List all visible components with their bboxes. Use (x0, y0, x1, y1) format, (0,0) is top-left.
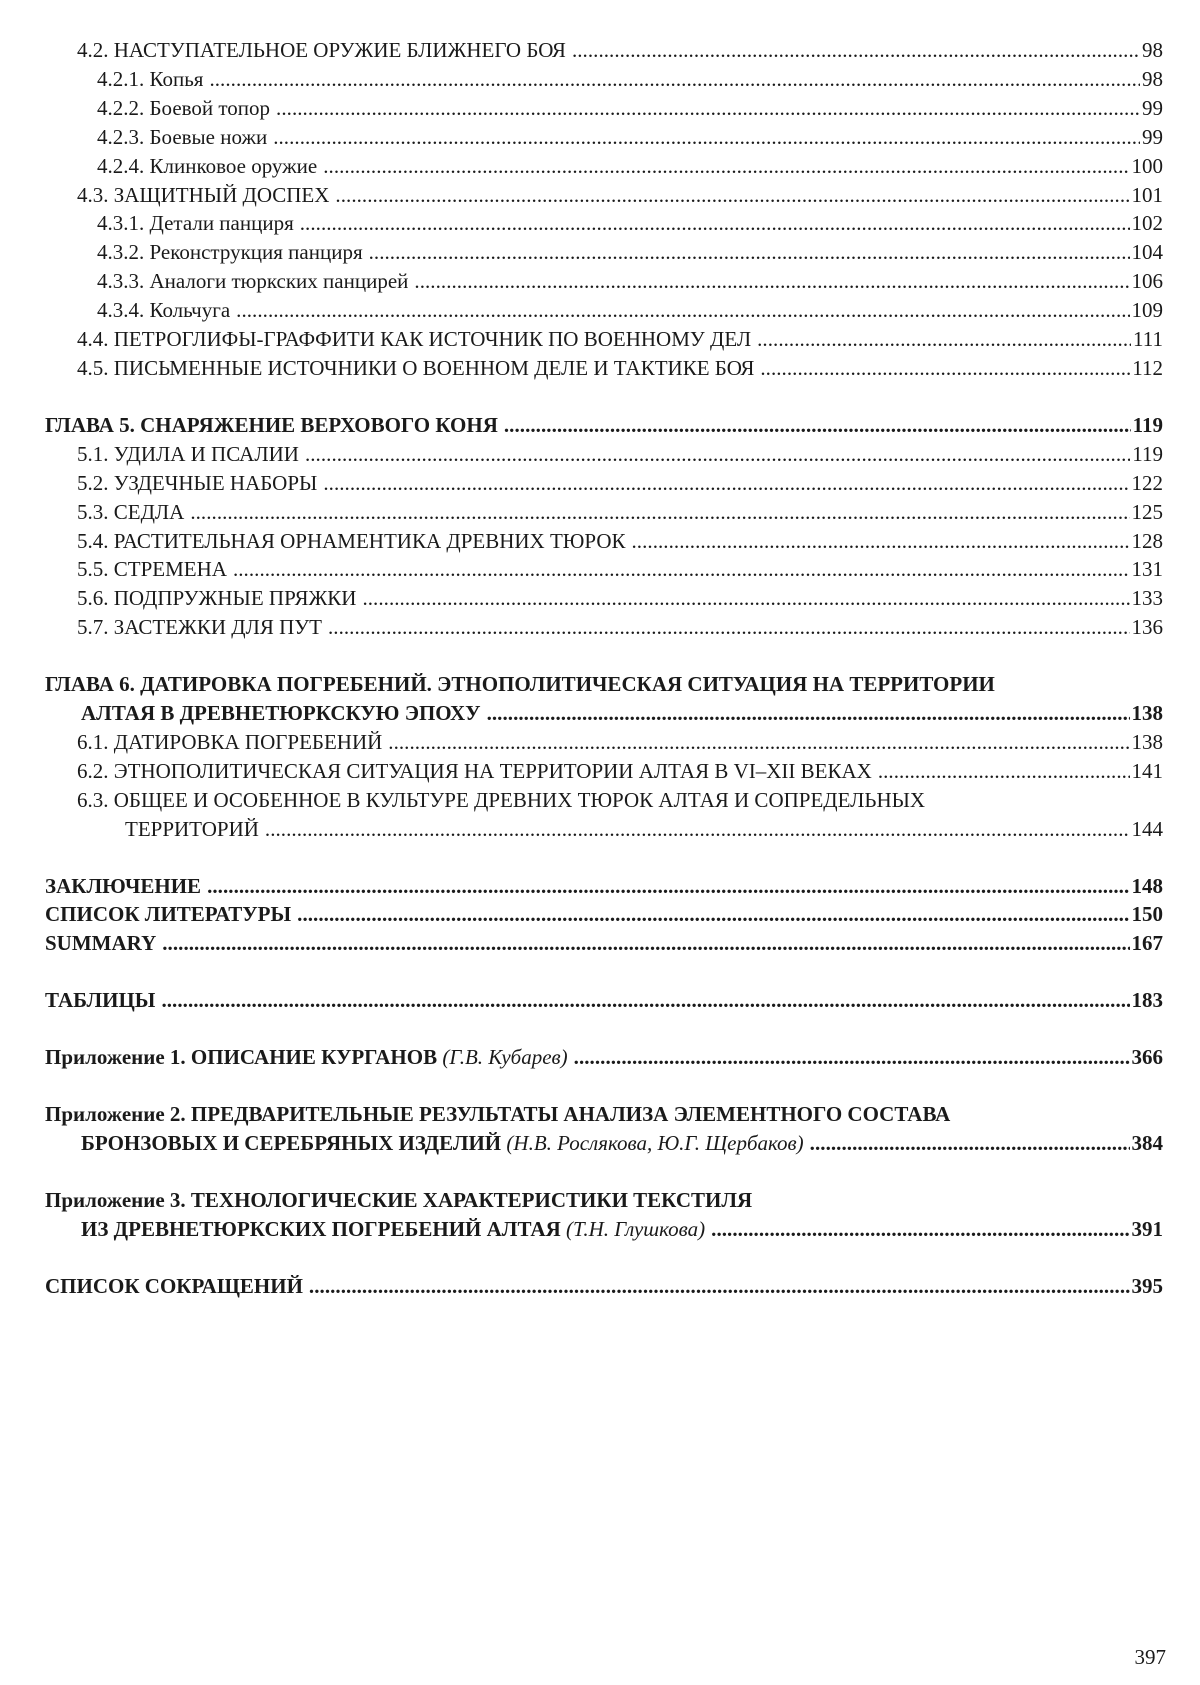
toc-entry-4-2-1[interactable] (45, 65, 1163, 94)
toc-appendix-2-line1[interactable] (45, 1100, 1163, 1129)
toc-entry-5-6[interactable] (45, 584, 1163, 613)
toc-entry-title: 4.2.3. Боевые ножи (97, 124, 268, 149)
toc-entry-bibliography[interactable] (45, 900, 1163, 929)
dot-leader (236, 296, 1129, 325)
toc-entry-4-3-3[interactable] (45, 267, 1163, 296)
dot-leader (265, 815, 1130, 844)
toc-entry-conclusion[interactable] (45, 872, 1163, 901)
toc-page-number: 131 (1131, 557, 1163, 582)
appendix-title: ПРЕДВАРИТЕЛЬНЫЕ РЕЗУЛЬТАТЫ АНАЛИЗА ЭЛЕМЕНТНОГО СОСТАВА (190, 1102, 951, 1127)
toc-chapter-title: SUMMARY (45, 931, 157, 956)
toc-entry-5-4[interactable] (45, 527, 1163, 556)
toc-entry-6-3[interactable] (45, 815, 1163, 844)
dot-leader (162, 929, 1129, 958)
toc-entry-title: 4.2. НАСТУПАТЕЛЬНОЕ ОРУЖИЕ БЛИЖНЕГО БОЯ (77, 38, 566, 62)
dot-leader (190, 498, 1129, 527)
toc-page-number: 138 (1131, 729, 1163, 754)
toc-page-number: 136 (1131, 615, 1163, 640)
toc-entry-title: 4.4. ПЕТРОГЛИФЫ-ГРАФФИТИ КАК ИСТОЧНИК ПО ВОЕННОМУ ДЕЛ (77, 327, 752, 352)
dot-leader (305, 440, 1130, 469)
dot-leader (209, 65, 1140, 94)
toc-page-number: 106 (1131, 269, 1163, 294)
section-spacer (45, 1015, 1163, 1043)
toc-entry-title: 5.3. СЕДЛА (77, 499, 185, 524)
toc-appendix-title (45, 1043, 568, 1072)
appendix-title-cont: ИЗ ДРЕВНЕТЮРКСКИХ ПОГРЕБЕНИЙ АЛТАЯ (81, 1216, 561, 1241)
toc-entry-title: 5.1. УДИЛА И ПСАЛИИ (77, 441, 299, 466)
toc-entry-title: 5.4. РАСТИТЕЛЬНАЯ ОРНАМЕНТИКА ДРЕВНИХ ТЮРОК (77, 528, 626, 553)
toc-entry-title: 4.2.1. Копья (97, 66, 204, 91)
toc-entry-title: 4.2.2. Боевой топор (97, 95, 271, 120)
toc-entry-title: 4.3.3. Аналоги тюркских панцирей (97, 269, 409, 294)
toc-page-number: 391 (1131, 1216, 1163, 1241)
toc-page-number: 366 (1131, 1045, 1163, 1070)
dot-leader (572, 36, 1140, 65)
toc-page-number: 167 (1131, 931, 1163, 956)
appendix-author: (Н.В. Рослякова, Ю.Г. Щербаков) (506, 1131, 804, 1155)
appendix-title: ОПИСАНИЕ КУРГАНОВ (190, 1045, 438, 1070)
toc-page-number: 98 (1142, 38, 1163, 62)
dot-leader (323, 152, 1129, 181)
dot-leader (574, 1043, 1130, 1072)
dot-leader (276, 94, 1140, 123)
toc-chapter-title: ЗАКЛЮЧЕНИЕ (45, 873, 202, 898)
toc-entry-4-5[interactable] (45, 354, 1163, 383)
dot-leader (161, 986, 1129, 1015)
toc-entry-4-3-2[interactable] (45, 238, 1163, 267)
section-spacer (45, 844, 1163, 872)
dot-leader (632, 527, 1130, 556)
toc-entry-6-1[interactable] (45, 728, 1163, 757)
dot-leader (504, 411, 1131, 440)
toc-entry-4-2[interactable] (45, 36, 1163, 65)
dot-leader (369, 238, 1130, 267)
toc-entry-appendix-2[interactable] (45, 1129, 1163, 1158)
toc-page-number: 148 (1131, 873, 1163, 898)
appendix-prefix: Приложение 3. (45, 1187, 191, 1212)
toc-entry-title: 5.7. ЗАСТЕЖКИ ДЛЯ ПУТ (77, 615, 322, 640)
toc-entry-title: 4.3.1. Детали панциря (97, 211, 294, 236)
dot-leader (207, 872, 1129, 901)
toc-entry-title: 4.5. ПИСЬМЕННЫЕ ИСТОЧНИКИ О ВОЕННОМ ДЕЛЕ И ТАКТИКЕ БОЯ (77, 355, 755, 380)
appendix-prefix: Приложение 1. (45, 1045, 191, 1070)
toc-entry-5-7[interactable] (45, 613, 1163, 642)
page-number: 397 (1134, 1645, 1166, 1669)
toc-page-number: 119 (1132, 412, 1163, 437)
toc-entry-abbreviations[interactable] (45, 1272, 1163, 1301)
table-of-contents (45, 36, 1163, 1301)
toc-entry-4-2-4[interactable] (45, 152, 1163, 181)
dot-leader (810, 1129, 1130, 1158)
toc-entry-appendix-1[interactable] (45, 1043, 1163, 1072)
dot-leader (414, 267, 1129, 296)
toc-page-number: 138 (1131, 701, 1163, 726)
toc-page-number: 104 (1131, 240, 1163, 265)
toc-entry-4-2-2[interactable] (45, 94, 1163, 123)
dot-leader (711, 1215, 1129, 1244)
dot-leader (297, 900, 1129, 929)
toc-appendix-title (81, 1215, 705, 1244)
toc-entry-summary[interactable] (45, 929, 1163, 958)
toc-entry-6-2[interactable] (45, 757, 1163, 786)
toc-entry-4-2-3[interactable] (45, 123, 1163, 152)
toc-page-number: 112 (1132, 355, 1163, 380)
toc-chapter-6-title-line1[interactable]: ГЛАВА 6. ДАТИРОВКА ПОГРЕБЕНИЙ. ЭТНОПОЛИТИЧЕСКАЯ СИТУАЦИЯ НА ТЕРРИТОРИИ (45, 672, 995, 697)
toc-page-number: 122 (1131, 470, 1163, 495)
section-spacer (45, 1158, 1163, 1186)
toc-entry-title: 5.5. СТРЕМЕНА (77, 557, 227, 582)
toc-entry-title: 5.2. УЗДЕЧНЫЕ НАБОРЫ (77, 470, 318, 495)
dot-leader (300, 209, 1130, 238)
toc-entry-5-1[interactable] (45, 440, 1163, 469)
toc-entry-chapter-5[interactable] (45, 411, 1163, 440)
dot-leader (335, 181, 1129, 210)
toc-page-number: 141 (1131, 758, 1163, 783)
toc-page-number: 384 (1131, 1131, 1163, 1155)
toc-page-number: 125 (1131, 499, 1163, 524)
toc-entry-title: 6.1. ДАТИРОВКА ПОГРЕБЕНИЙ (77, 729, 383, 754)
toc-chapter-title: АЛТАЯ В ДРЕВНЕТЮРКСКУЮ ЭПОХУ (81, 701, 481, 726)
toc-entry-title: 6.2. ЭТНОПОЛИТИЧЕСКАЯ СИТУАЦИЯ НА ТЕРРИТОРИИ АЛТАЯ В VI–XII ВЕКАХ (77, 758, 872, 783)
toc-entry-5-5[interactable] (45, 555, 1163, 584)
dot-leader (309, 1272, 1130, 1301)
toc-page-number: 98 (1142, 66, 1163, 91)
appendix-author: (Т.Н. Глушкова) (566, 1216, 706, 1241)
toc-entry-6-3-line1[interactable]: 6.3. ОБЩЕЕ И ОСОБЕННОЕ В КУЛЬТУРЕ ДРЕВНИХ ТЮРОК АЛТАЯ И СОПРЕДЕЛЬНЫХ (77, 787, 926, 812)
toc-chapter-title: ТАБЛИЦЫ (45, 988, 156, 1013)
toc-page-number: 109 (1131, 298, 1163, 323)
toc-page-number: 111 (1133, 327, 1163, 352)
toc-page-number: 101 (1131, 182, 1163, 207)
section-spacer (45, 1244, 1163, 1272)
toc-entry-title: 4.3. ЗАЩИТНЫЙ ДОСПЕХ (77, 182, 330, 207)
dot-leader (388, 728, 1129, 757)
toc-page-number: 99 (1142, 124, 1163, 149)
toc-page-number: 128 (1131, 528, 1163, 553)
section-spacer (45, 958, 1163, 986)
dot-leader (273, 123, 1140, 152)
toc-page-number: 395 (1131, 1273, 1163, 1298)
appendix-title: ТЕХНОЛОГИЧЕСКИЕ ХАРАКТЕРИСТИКИ ТЕКСТИЛЯ (190, 1187, 753, 1212)
toc-entry-4-4[interactable] (45, 325, 1163, 354)
toc-entry-4-3-1[interactable] (45, 209, 1163, 238)
toc-entry-4-3-4[interactable] (45, 296, 1163, 325)
toc-chapter-title: СПИСОК СОКРАЩЕНИЙ (45, 1273, 303, 1298)
toc-page-number: 99 (1142, 95, 1163, 120)
toc-entry-title: 4.3.4. Кольчуга (97, 298, 231, 323)
toc-page-number: 150 (1131, 902, 1163, 927)
toc-appendix-title (81, 1129, 804, 1158)
appendix-author: (Г.В. Кубарев) (442, 1045, 568, 1070)
toc-chapter-title: ГЛАВА 5. СНАРЯЖЕНИЕ ВЕРХОВОГО КОНЯ (45, 412, 498, 437)
toc-chapter-title: СПИСОК ЛИТЕРАТУРЫ (45, 902, 292, 927)
dot-leader (760, 354, 1130, 383)
toc-page-number: 133 (1131, 586, 1163, 611)
toc-entry-5-3[interactable] (45, 498, 1163, 527)
toc-entry-4-3[interactable] (45, 181, 1163, 210)
section-spacer (45, 642, 1163, 670)
toc-entry-title: ТЕРРИТОРИЙ (125, 816, 259, 841)
appendix-prefix: Приложение 2. (45, 1102, 191, 1127)
dot-leader (323, 469, 1129, 498)
dot-leader (878, 757, 1130, 786)
toc-appendix-3-line1[interactable] (45, 1186, 1163, 1215)
toc-entry-title: 5.6. ПОДПРУЖНЫЕ ПРЯЖКИ (77, 586, 357, 611)
toc-page-number: 119 (1132, 441, 1163, 466)
toc-entry-title: 4.3.2. Реконструкция панциря (97, 240, 363, 265)
toc-entry-title: 4.2.4. Клинковое оружие (97, 153, 318, 178)
toc-entry-appendix-3[interactable] (45, 1215, 1163, 1244)
toc-page-number: 183 (1131, 988, 1163, 1013)
toc-page-number: 100 (1131, 153, 1163, 178)
section-spacer (45, 1072, 1163, 1100)
dot-leader (233, 555, 1130, 584)
toc-entry-chapter-6[interactable] (45, 699, 1163, 728)
appendix-title-cont: БРОНЗОВЫХ И СЕРЕБРЯНЫХ ИЗДЕЛИЙ (81, 1131, 502, 1155)
toc-page-number: 144 (1131, 816, 1163, 841)
toc-entry-tables[interactable] (45, 986, 1163, 1015)
toc-entry-5-2[interactable] (45, 469, 1163, 498)
dot-leader (362, 584, 1129, 613)
toc-page-number: 102 (1131, 211, 1163, 236)
dot-leader (328, 613, 1130, 642)
dot-leader (487, 699, 1130, 728)
dot-leader (757, 325, 1131, 354)
section-spacer (45, 383, 1163, 411)
